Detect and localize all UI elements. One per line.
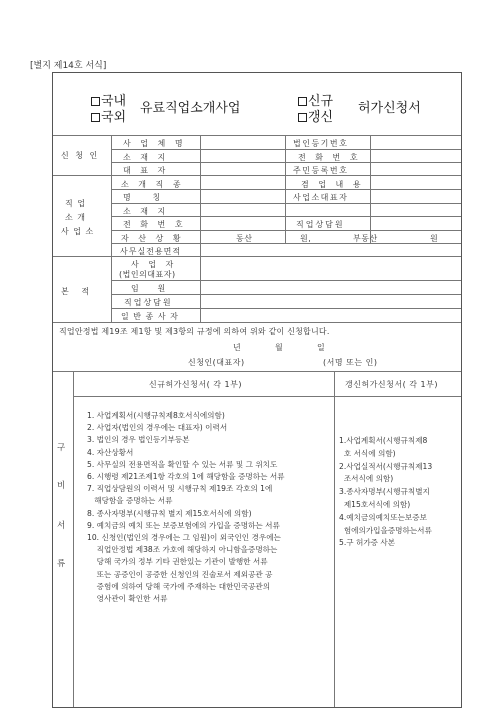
won-label-2: 원 [430, 234, 439, 243]
business-owner-label: 사 업 자 [131, 260, 177, 269]
new-checkbox[interactable] [298, 97, 307, 106]
officer-label: 임 원 [131, 284, 166, 293]
list-item: 7. 직업상담원의 이력서 및 시행규칙 제19조 각호의 1에 [87, 484, 273, 494]
corp-reg-no-label: 법인등기번호 [293, 139, 349, 148]
principal-section-label: 본 적 [61, 287, 90, 296]
applicant-location-label: 소 재 지 [123, 153, 169, 162]
office-phone-label: 전 화 번 호 [123, 220, 187, 229]
office-name-label: 명 칭 [123, 193, 161, 202]
new-docs-list [87, 410, 285, 605]
list-item: 조서식에 의함) [339, 474, 394, 484]
list-item: 1. 사업계획서(시행규칙제8호서식에의함) [87, 411, 225, 420]
office-rep-label: 사업소대표자 [293, 193, 349, 202]
business-type-title: 유료직업소개사업 [140, 101, 241, 116]
form-title-suffix: 허가신청서 [358, 101, 421, 116]
date-month: 월 [275, 343, 284, 352]
list-item: 2. 사업자(법인의 경우에는 대표자) 이력서 [87, 423, 228, 433]
office-section-line2: 소 개 [65, 213, 86, 222]
office-area-label: 사무실전용면적 [120, 247, 182, 256]
list-item: 당해 국가의 정부 기타 권한있는 기관이 발행한 서류 [87, 557, 268, 567]
resident-no-label: 주민등록번호 [293, 166, 349, 175]
new-option[interactable]: 신규 [298, 90, 333, 109]
business-name-label: 사 업 체 명 [123, 139, 187, 148]
new-docs-header: 신규허가신청서( 각 1부) [149, 380, 242, 389]
business-owner-sub-label: (법인의대표자) [119, 270, 176, 279]
list-item: 3.종사자명부(시행규칙별지 [339, 487, 430, 497]
domestic-checkbox[interactable] [91, 97, 100, 106]
list-item: 6. 시행령 제21조제1항 각호의 1에 해당함을 증명하는 서류 [87, 472, 285, 482]
list-item: 제15호서식에 의함) [339, 499, 411, 509]
application-form [52, 72, 462, 708]
list-item: 5.구 허가증 사본 [339, 538, 396, 548]
overseas-option[interactable]: 국외 [91, 106, 126, 125]
docs-section-char-2: 비 [57, 481, 66, 491]
job-kind-label: 소 개 직 종 [121, 180, 185, 189]
list-item: 5. 사무실의 전용면적을 확인할 수 있는 서류 및 그 위치도 [87, 459, 278, 469]
list-item: 9. 예치금의 예치 또는 보증보험에의 가입을 증명하는 서류 [87, 520, 280, 530]
list-item: 증험에 의하여 당해 국가에 주재하는 대한민국공관의 [87, 581, 271, 591]
docs-section-char-4: 류 [57, 559, 66, 569]
office-section-line1: 직 업 [65, 199, 86, 208]
renew-docs-list [339, 435, 432, 550]
list-item: 영사관이 확인한 서류 [87, 594, 168, 604]
office-section-line3: 사 업 소 [61, 227, 95, 236]
real-estate-label: 부동산 [353, 234, 378, 243]
list-item: 해당함을 증명하는 서류 [87, 496, 173, 506]
overseas-checkbox[interactable] [91, 113, 100, 122]
declaration-text: 직업안정법 제19조 제1항 및 제3항의 규정에 의하여 위와 같이 신청합니다. [59, 327, 330, 336]
asset-label: 자 산 상 황 [121, 234, 185, 243]
list-item: 1.사업계획서(시행규칙제8 [339, 436, 428, 445]
list-item: 4.예치금의예치또는보증보 [339, 512, 427, 522]
general-staff-label: 일 반 종 사 자 [121, 312, 179, 321]
signature-mark: (서명 또는 인) [323, 358, 378, 367]
date-day: 일 [317, 343, 326, 352]
list-item: 험에의가입을증명하는서류 [339, 525, 432, 535]
representative-label: 대 표 자 [123, 166, 169, 175]
date-year: 년 [233, 343, 242, 352]
principal-counselor-label: 직업상담원 [124, 298, 173, 307]
list-item: 2.사업실적서(시행규칙제13 [339, 461, 433, 471]
applicant-section-label: 신 청 인 [61, 151, 100, 160]
docs-section-char-1: 구 [57, 443, 66, 453]
applicant-phone-label: 전 화 번 호 [298, 153, 362, 162]
list-item: 10. 신청인(법인의 경우에는 그 임원)이 외국인인 경우에는 [87, 533, 281, 543]
list-item: 또는 공증인이 공증한 신청인의 진술로서 제외공관 공 [87, 569, 273, 579]
renewal-option[interactable]: 갱신 [298, 106, 333, 125]
docs-section-char-3: 서 [57, 521, 66, 531]
list-item: 3. 법인의 경우 법인등기부등본 [87, 435, 190, 445]
list-item: 직업안정법 제38조 가호에 해당하지 아니함을증명하는 [87, 545, 278, 555]
list-item: 호 서식에 의함) [339, 448, 396, 458]
office-counselor-label: 직업상담원 [296, 220, 345, 229]
movable-label: 동산 [236, 234, 253, 243]
domestic-option[interactable]: 국내 [91, 90, 126, 109]
list-item: 4. 자산상황서 [87, 447, 134, 457]
office-location-label: 소 재 지 [123, 207, 169, 216]
signature-label: 신청인(대표자) [188, 358, 245, 367]
business-content-label: 겸 업 내 용 [301, 180, 365, 189]
won-label-1: 원, [300, 234, 312, 243]
renew-docs-header: 갱신허가신청서( 각 1부) [345, 380, 438, 389]
form-label: [별지 제14호 서식] [30, 61, 107, 71]
renewal-checkbox[interactable] [298, 113, 307, 122]
list-item: 8. 종사자명부(시행규칙 별지 제15호서식에 의함) [87, 508, 252, 518]
